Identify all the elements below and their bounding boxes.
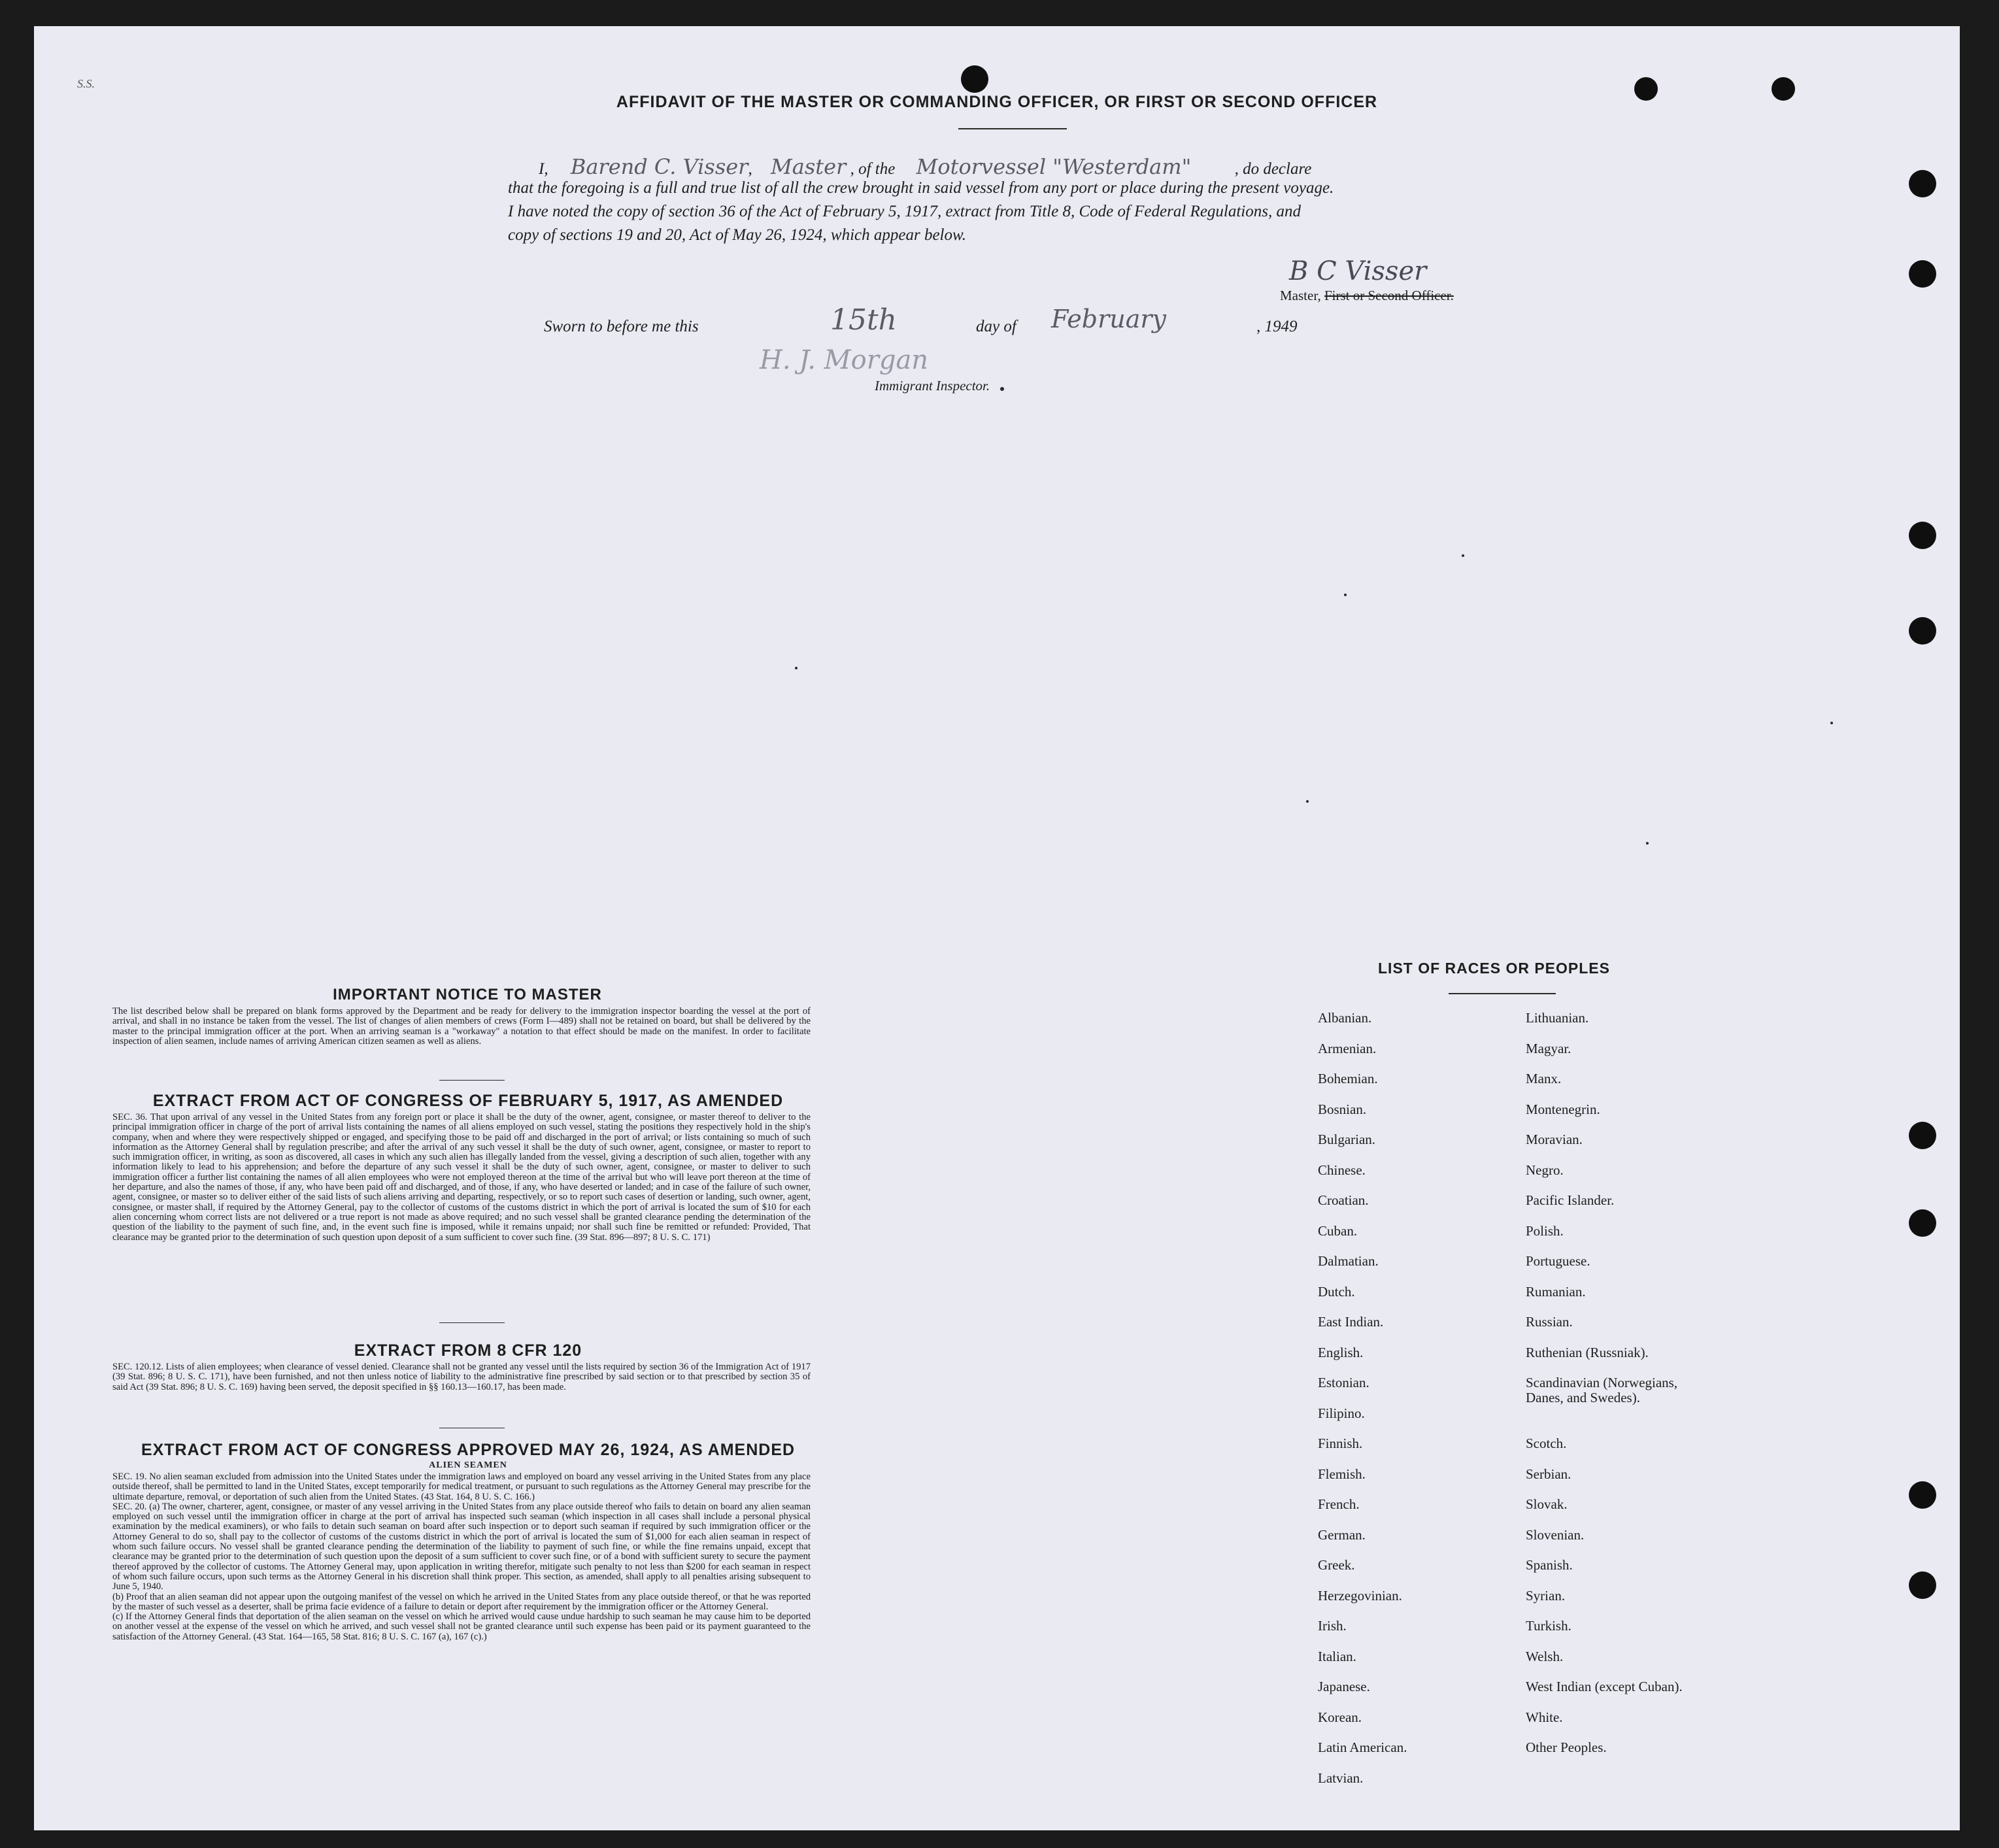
header-mark: S.S. <box>77 77 95 90</box>
race-item: Rumanian. <box>1526 1283 1586 1300</box>
punch-hole <box>1909 522 1936 549</box>
race-item: Cuban. <box>1318 1222 1358 1239</box>
races-rule <box>1449 993 1556 994</box>
race-item: Bohemian. <box>1318 1071 1378 1086</box>
extract-1924-title: EXTRACT FROM ACT OF CONGRESS APPROVED MAY 26, 1924, AS AMENDED <box>141 1441 796 1459</box>
speck <box>795 667 798 669</box>
race-item: Scandinavian (Norwegians, Danes, and Swedes). <box>1526 1375 1678 1405</box>
notice-rule <box>439 1080 505 1081</box>
master-word: Master, <box>1280 288 1321 303</box>
races-right-column <box>1526 1011 1741 1771</box>
race-item: Bosnian. <box>1318 1101 1367 1117</box>
race-item: Syrian. <box>1526 1587 1566 1604</box>
race-item: Japanese. <box>1318 1679 1370 1694</box>
race-item: Italian. <box>1318 1648 1356 1664</box>
race-item: Spanish. <box>1526 1557 1573 1573</box>
punch-hole <box>1909 170 1936 197</box>
race-item: Montenegrin. <box>1526 1101 1600 1117</box>
race-item: Croatian. <box>1318 1192 1369 1208</box>
extract-cfr-text: SEC. 120.12. Lists of alien employees; when clearance of vessel denied. Clearance shall not be granted any vessel until the lists required by section 36 of the Immigration Act of 1917 (39 Stat. 896; 8 U. S. C. 171), have been furnished, and not then unless notice of liability to the administrative fine prescribed by said section or to that prescribed by section 35 of said Act (39 Stat. 896; 8 U. S. C. 169) having been served, the deposit specified in §§ 160.13—160.17, has been made. <box>112 1362 811 1392</box>
race-item: Estonian. <box>1318 1375 1369 1390</box>
speck <box>1830 722 1833 724</box>
race-item: Latvian. <box>1318 1770 1364 1786</box>
race-item: Russian. <box>1526 1314 1573 1330</box>
race-item: Welsh. <box>1526 1648 1564 1664</box>
races-title: LIST OF RACES OR PEOPLES <box>1378 960 1610 977</box>
notice-title: IMPORTANT NOTICE TO MASTER <box>333 986 602 1003</box>
race-item: Other Peoples. <box>1526 1739 1607 1755</box>
races-left-column <box>1318 1011 1514 1801</box>
race-item: Ruthenian (Russniak). <box>1526 1344 1649 1360</box>
extract-1924-body <box>112 1472 811 1642</box>
race-item: Negro. <box>1526 1162 1564 1178</box>
inspector-label: Immigrant Inspector. <box>875 378 990 394</box>
sworn-year: , 1949 <box>1256 318 1298 335</box>
race-item: White. <box>1526 1709 1563 1725</box>
extract-1924-p1: SEC. 19. No alien seaman excluded from admission into the United States under the immigration laws and employed on board any vessel arriving in the United States from any place outside thereof, shall be permitted to land in the United States, except temporarily for medical treatment, or pursuant to such regulations as the Attorney General may prescribe for the ultimate departure, removal, or deportation of such alien from the United States. (43 Stat. 164, 8 U. S. C. 166.) <box>112 1471 811 1502</box>
race-item: Irish. <box>1318 1618 1347 1634</box>
punch-hole <box>1909 260 1936 288</box>
race-item: Dutch. <box>1318 1283 1355 1300</box>
punch-hole <box>1909 617 1936 645</box>
affidavit-i: I, <box>539 160 548 178</box>
race-item: German. <box>1318 1526 1366 1543</box>
race-item: Bulgarian. <box>1318 1132 1376 1147</box>
inspector-signature: H. J. Morgan <box>760 345 929 375</box>
affidavit-of-the: , of the <box>850 160 896 178</box>
extract-1924-p2: SEC. 20. (a) The owner, charterer, agent, consignee, or master of any vessel arriving in the United States from any place outside thereof who fails to detain on board any alien seaman employed on such vessel until the immigration officer in charge at the port of arrival has inspected such seaman (which inspection in all cases shall include a personal physical examination by the medical examiners), or who fails to detain such seaman on board after such inspection or to deport such seaman if required by such immigration officer or the Attorney General to do so, shall pay to the collector of customs of the customs district in which the port of arrival is located the sum of $1,000 for each alien seaman in respect of whom such failure occurs. No vessel shall be granted clearance pending the determination of the liability to payment of such fine, or while the fine remains unpaid, except that clearance may be granted prior to the determination of such question upon the deposit of a sum sufficient to cover such fine, or of a bond with sufficient surety to secure the payment thereof approved by the collector of customs. The Attorney General may, upon application in writing therefor, mitigate such penalty to not less than $200 for each seaman in respect of whom such failure occurs, upon such terms as the Attorney General in his discretion shall think proper. This section, as amended, shall apply to all penalties arising subsequent to June 5, 1940. <box>112 1501 811 1592</box>
sworn-month: February <box>1051 305 1167 333</box>
vessel-name: Motorvessel "Westerdam" <box>916 154 1192 179</box>
punch-hole <box>1909 1209 1936 1237</box>
speck <box>1000 387 1004 391</box>
extract-cfr-title: EXTRACT FROM 8 CFR 120 <box>354 1341 582 1360</box>
speck <box>1462 554 1464 557</box>
affidavit-declare: , do declare <box>1234 160 1312 178</box>
affidavit-title: AFFIDAVIT OF THE MASTER OR COMMANDING OFFICER, OR FIRST OR SECOND OFFICER <box>616 93 1378 111</box>
extract-1917-title: EXTRACT FROM ACT OF CONGRESS OF FEBRUARY 5, 1917, AS AMENDED <box>152 1092 784 1110</box>
race-item: Slovenian. <box>1526 1526 1585 1543</box>
race-item: Lithuanian. <box>1526 1010 1589 1026</box>
master-label <box>1280 288 1454 304</box>
race-item: Moravian. <box>1526 1132 1583 1147</box>
race-item: Latin American. <box>1318 1739 1407 1755</box>
master-signature: B C Visser <box>1289 256 1427 286</box>
race-item: Herzegovinian. <box>1318 1587 1402 1604</box>
punch-hole <box>1909 1122 1936 1149</box>
race-item: Filipino. <box>1318 1405 1365 1421</box>
sworn-label: Sworn to before me this <box>544 318 699 335</box>
race-item: Portuguese. <box>1526 1253 1590 1269</box>
document-page <box>34 26 1960 1830</box>
race-item: Pacific Islander. <box>1526 1192 1615 1208</box>
signer-title: Master <box>770 154 847 179</box>
race-item: Manx. <box>1526 1071 1562 1086</box>
race-item: Polish. <box>1526 1222 1564 1239</box>
race-item: Scotch. <box>1526 1436 1567 1451</box>
race-item: English. <box>1318 1344 1364 1360</box>
race-item: Flemish. <box>1318 1466 1366 1482</box>
punch-hole <box>1909 1571 1936 1599</box>
day-of-label: day of <box>976 318 1016 335</box>
sworn-day: 15th <box>830 303 898 337</box>
race-item: Korean. <box>1318 1709 1362 1725</box>
race-item: Slovak. <box>1526 1496 1568 1512</box>
speck <box>1646 842 1649 845</box>
punch-hole <box>961 65 988 93</box>
extract-1917-rule <box>439 1322 505 1323</box>
speck <box>1344 594 1347 596</box>
punch-hole <box>1909 1481 1936 1509</box>
affidavit-line-2: that the foregoing is a full and true list of all the crew brought in said vessel from any port or place during the present voyage. <box>508 179 1334 197</box>
race-item: Magyar. <box>1526 1040 1571 1056</box>
race-item: French. <box>1318 1496 1360 1512</box>
notice-text: The list described below shall be prepared on blank forms approved by the Department and be ready for delivery to the immigration inspector boarding the vessel at the port of arrival, and shall in no instance be taken from the vessel. The list of changes of alien members of crews (Form I—489) shall not be retained on board, but shall be delivered by the master to the principal immigration officer at the port. When an arriving seaman is a "workaway" a notation to that effect should be made on the manifest. In order to facilitate inspection of alien seamen, include names of arriving American citizen seamen as well as aliens. <box>112 1006 811 1047</box>
race-item: East Indian. <box>1318 1314 1384 1330</box>
race-item: Greek. <box>1318 1557 1355 1573</box>
race-item: West Indian (except Cuban). <box>1526 1679 1683 1694</box>
extract-1924-p4: (c) If the Attorney General finds that deportation of the alien seaman on the vessel on which he arrived would cause undue hardship to such seaman he may cause him to be deported on another vessel at the expense of the vessel on which he arrived, and such vessel shall not be granted clearance until such expense has been paid or its payment guaranteed to the satisfaction of the Attorney General. (43 Stat. 164—165, 58 Stat. 816; 8 U. S. C. 167 (a), 167 (c).) <box>112 1611 811 1642</box>
race-item: Finnish. <box>1318 1436 1363 1451</box>
affidavit-line-3: I have noted the copy of section 36 of the Act of February 5, 1917, extract from Title 8, Code of Federal Regulations, and <box>508 203 1301 220</box>
extract-1917-text: SEC. 36. That upon arrival of any vessel in the United States from any foreign port or place it shall be the duty of the owner, agent, consignee, or master thereof to deliver to the principal immigration officer in charge of the port of arrival lists containing the names of all aliens employed on such vessel, stating the positions they respectively hold in the ship's company, when and where they were respectively shipped or engaged, and specifying those to be paid off and discharged in the port of arrival; or lists containing so much of such information as the Attorney General shall by regulation prescribe; and after the arrival of any such vessel it shall be the duty of such owner, agent, consignee, or master to report to such immigration officer, in writing, as soon as discovered, all cases in which any such alien has illegally landed from the vessel, giving a description of such alien, together with any information likely to lead to his apprehension; and before the departure of any such vessel it shall be the duty of such owner, agent, consignee, or master to deliver to such immigration officer a further list containing the names of all alien employees who were not employed thereon at the time of the arrival but who will leave port thereon at the time of her departure, and also the names of those, if any, who have been paid off and discharged, and of those, if any, who have deserted or landed; and in case of the failure of such owner, agent, consignee, or master so to deliver either of the said lists of such aliens arriving and departing, respectively, or so to report such cases of desertion or landing, such owner, agent, consignee, or master shall, if required by the Attorney General, pay to the collector of customs of the customs district in which the port of arrival is located the sum of $10 for each alien concerning whom correct lists are not delivered or a true report is not made as above required; and no such vessel shall be granted clearance pending the determination of the question of the liability to the payment of such fine, and, in the event such fine is imposed, while it remains unpaid; nor shall such fine be remitted or refunded: Provided, That clearance may be granted prior to the determination of such question upon deposit of a sum sufficient to cover such fine. (39 Stat. 896—897; 8 U. S. C. 171) <box>112 1112 811 1243</box>
race-item: Dalmatian. <box>1318 1253 1379 1269</box>
race-item: Armenian. <box>1318 1040 1377 1056</box>
extract-1924-subtitle: ALIEN SEAMEN <box>429 1460 507 1470</box>
speck <box>1306 800 1309 803</box>
struck-officer-label: First or Second Officer. <box>1324 288 1454 303</box>
extract-1924-p3: (b) Proof that an alien seaman did not appear upon the outgoing manifest of the vessel on which he arrived in the United States from any place outside thereof, or that he was reported by the master of such vessel as a deserter, shall be prima facie evidence of a failure to detain or deport after requirement by the immigration officer or the Attorney General. <box>112 1591 811 1612</box>
race-item: Chinese. <box>1318 1162 1366 1178</box>
affidavit-line-4: copy of sections 19 and 20, Act of May 26, 1924, which appear below. <box>508 226 967 244</box>
affidavit-line-1: I, Barend C. Visser, Master , of the Motorvessel "Westerdam" , do declare <box>539 154 1312 179</box>
signer-name: Barend C. Visser <box>570 154 748 179</box>
title-rule <box>958 128 1067 129</box>
race-item: Serbian. <box>1526 1466 1571 1482</box>
race-item: Turkish. <box>1526 1618 1571 1634</box>
race-item: Albanian. <box>1318 1010 1372 1026</box>
